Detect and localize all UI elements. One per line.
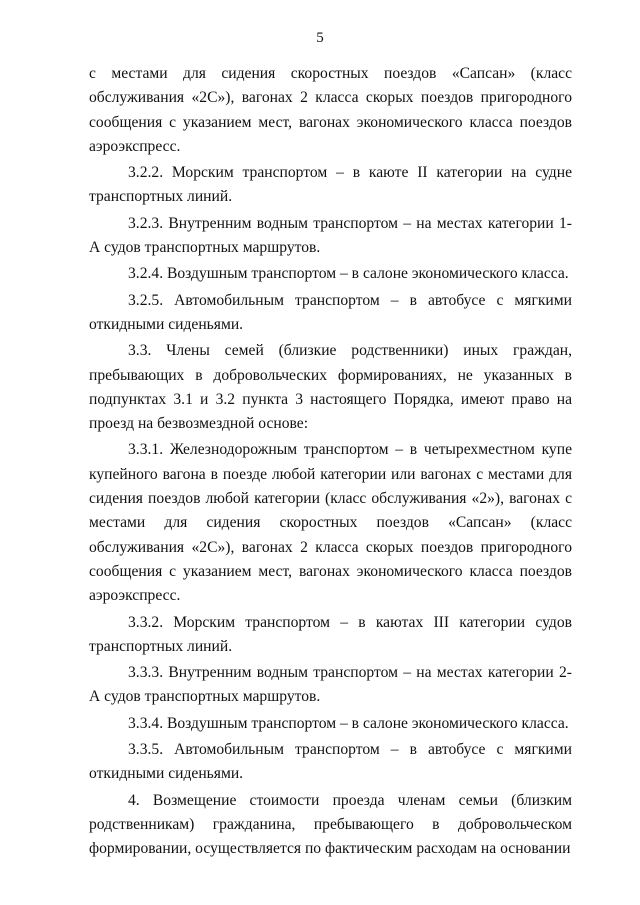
paragraph-3-3-5: 3.3.5. Автомобильным транспортом – в автобусе с мягкими откидными сиденьями. bbox=[89, 741, 572, 783]
paragraph-3-2-3: 3.2.3. Внутренним водным транспортом – на местах категории 1-А судов транспортных маршрутов. bbox=[89, 214, 572, 257]
paragraph-3-2-4: 3.2.4. Воздушным транспортом – в салоне экономического класса. bbox=[128, 265, 569, 283]
paragraph-3-3-2: 3.3.2. Морским транспортом – в каютах III категории судов транспортных линий. bbox=[89, 613, 572, 655]
document-body bbox=[89, 62, 572, 862]
paragraph-3-3-1: 3.3.1. Железнодорожным транспортом – в четырехместном купе купейного вагона в поезде любой категории или вагонах с местами для сидения поездов любой категории (класс обслуживания «2»), вагонах с местами для сидения скоростных поездов «Сапсан» (класс обслуживания «2С»), вагонах 2 класса скорых поездов пригородного сообщения с указанием мест, вагонах экономического класса поездов аэроэкспресс. bbox=[89, 441, 572, 605]
paragraph-3-3-4: 3.3.4. Воздушным транспортом – в салоне экономического класса. bbox=[128, 714, 569, 732]
paragraph-3-2-2: 3.2.2. Морским транспортом – в каюте II категории на судне транспортных линий. bbox=[89, 164, 572, 206]
paragraph-3-3-3: 3.3.3. Внутренним водным транспортом – на местах категории 2-А судов транспортных маршрутов. bbox=[89, 664, 572, 706]
paragraph-4: 4. Возмещение стоимости проезда членам семьи (близким родственникам) гражданина, пребывающего в добровольческом формировании, осуществляется по фактическим расходам на основании bbox=[89, 791, 572, 858]
paragraph-continuation: с местами для сидения скоростных поездов «Сапсан» (класс обслуживания «2С»), вагонах 2 класса скорых поездов пригородного сообщения с указанием мест, вагонах экономического класса поездов аэроэкспресс. bbox=[89, 65, 572, 155]
page-number: 5 bbox=[316, 30, 324, 46]
paragraph-3-3: 3.3. Члены семей (близкие родственники) иных граждан, пребывающих в добровольческих формированиях, не указанных в подпунктах 3.1 и 3.2 пункта 3 настоящего Порядка, имеют право на проезд на безвозмездной основе: bbox=[89, 342, 572, 433]
paragraph-3-2-5: 3.2.5. Автомобильным транспортом – в автобусе с мягкими откидными сиденьями. bbox=[89, 291, 572, 333]
